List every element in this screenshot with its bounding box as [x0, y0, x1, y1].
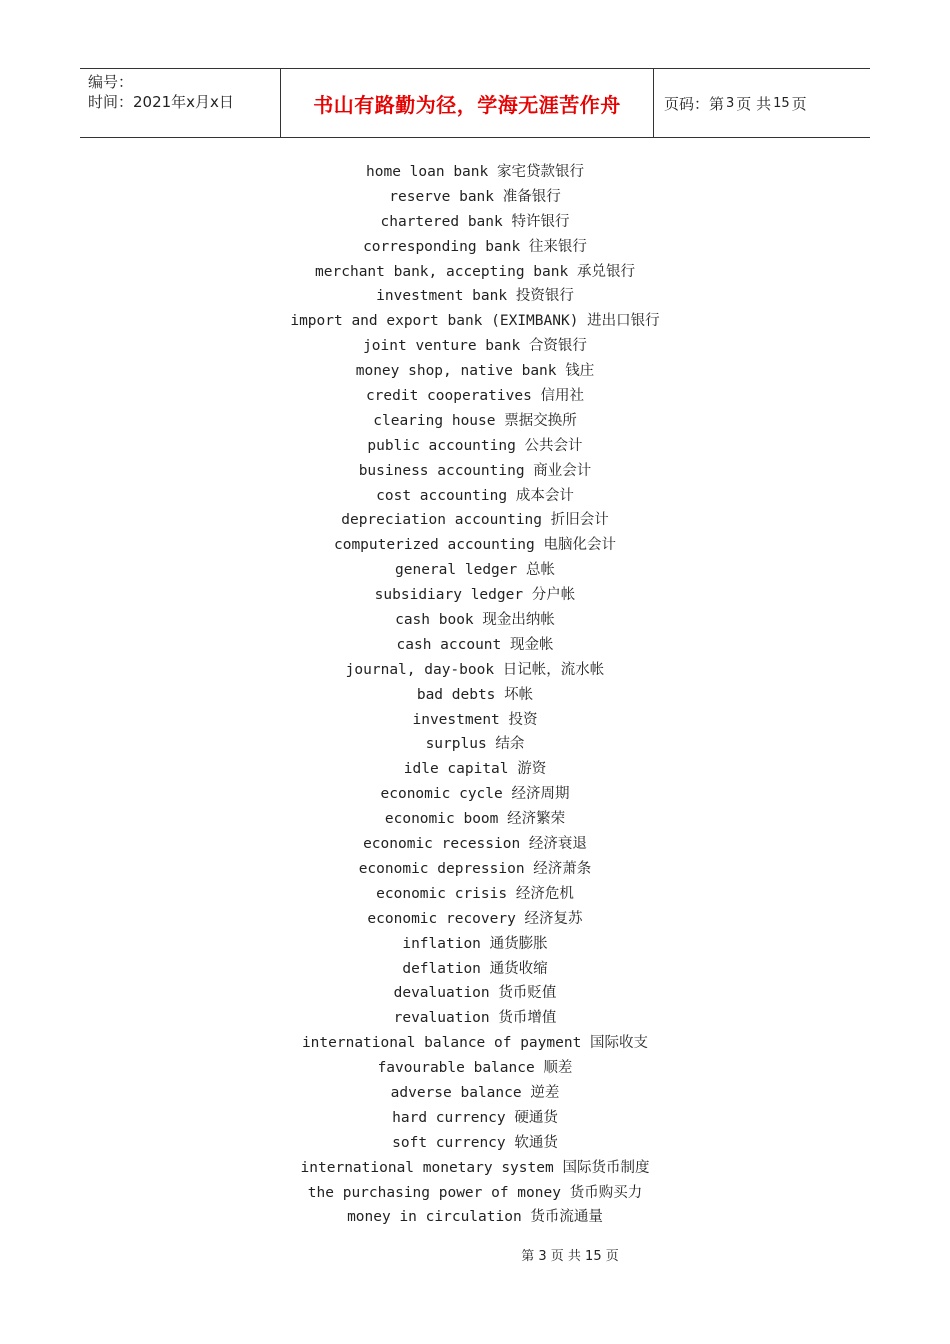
page-current: 3 — [726, 95, 735, 111]
header-page-info — [654, 69, 870, 137]
glossary-term: cash account 现金帐 — [396, 636, 554, 653]
glossary-term: economic recovery 经济复苏 — [367, 910, 583, 927]
header-motto: 书山有路勤为径，学海无涯苦作舟 — [313, 92, 621, 117]
glossary-term: soft currency 软通货 — [392, 1134, 558, 1151]
glossary-term: investment bank 投资银行 — [376, 288, 574, 305]
glossary-term: revaluation 货币增值 — [393, 1010, 557, 1027]
glossary-term: economic crisis 经济危机 — [376, 885, 574, 902]
glossary-term: devaluation 货币贬值 — [393, 985, 557, 1002]
glossary-term: money in circulation 货币流通量 — [347, 1209, 603, 1226]
glossary-term: adverse balance 逆差 — [390, 1084, 560, 1101]
glossary-term: surplus 结余 — [425, 736, 525, 753]
glossary-term: home loan bank 家宅贷款银行 — [366, 164, 584, 180]
glossary-term: cost accounting 成本会计 — [376, 487, 574, 504]
glossary-list — [0, 160, 950, 1230]
document-time-label: 时间：2021年x月x日 — [88, 93, 234, 111]
glossary-term: merchant bank, accepting bank 承兑银行 — [315, 263, 635, 280]
glossary-term: joint venture bank 合资银行 — [363, 338, 587, 355]
glossary-term: deflation 通货收缩 — [402, 960, 548, 977]
glossary-term: inflation 通货膨胀 — [402, 935, 548, 952]
glossary-term: economic depression 经济萧条 — [358, 860, 592, 877]
glossary-term: economic cycle 经济周期 — [380, 786, 570, 803]
glossary-term: favourable balance 顺差 — [377, 1060, 573, 1077]
glossary-term: credit cooperatives 信用社 — [365, 388, 585, 405]
glossary-term: business accounting 商业会计 — [358, 462, 592, 479]
page-footer: 第 3 页 共 15 页 — [521, 1249, 619, 1264]
header-motto-cell — [281, 69, 654, 137]
glossary-term: economic boom 经济繁荣 — [384, 811, 566, 828]
glossary-term: cash book 现金出纳帐 — [395, 612, 555, 629]
glossary-term: bad debts 坏帐 — [416, 686, 534, 703]
glossary-term: clearing house 票据交换所 — [373, 412, 577, 429]
glossary-term: general ledger 总帐 — [395, 562, 555, 579]
glossary-term: reserve bank 准备银行 — [389, 188, 561, 205]
glossary-term: subsidiary ledger 分户帐 — [374, 587, 576, 604]
glossary-term: international monetary system 国际货币制度 — [300, 1159, 650, 1176]
page-header — [80, 68, 870, 138]
glossary-term: depreciation accounting 折旧会计 — [341, 512, 609, 529]
glossary-term: chartered bank 特许银行 — [380, 213, 570, 230]
glossary-term: idle capital 游资 — [403, 761, 547, 778]
glossary-term: the purchasing power of money 货币购买力 — [307, 1184, 643, 1201]
glossary-term: public accounting 公共会计 — [367, 437, 583, 454]
page-label-mid: 页 共 — [736, 94, 772, 113]
page-label-prefix: 页码：第 — [664, 94, 725, 113]
glossary-term: import and export bank (EXIMBANK) 进出口银行 — [290, 313, 660, 330]
glossary-term: international balance of payment 国际收支 — [301, 1035, 649, 1052]
glossary-term: corresponding bank 往来银行 — [363, 238, 587, 255]
glossary-term: journal, day-book 日记帐，流水帐 — [345, 661, 605, 678]
header-meta — [80, 69, 281, 137]
page-total: 15 — [773, 95, 790, 111]
glossary-term: money shop, native bank 钱庄 — [355, 363, 595, 380]
glossary-term: investment 投资 — [412, 711, 538, 728]
document-number-label: 编号： — [88, 73, 134, 91]
glossary-term: hard currency 硬通货 — [392, 1109, 558, 1126]
glossary-term: computerized accounting 电脑化会计 — [333, 537, 616, 554]
page-label-suffix: 页 — [791, 94, 807, 113]
glossary-term: economic recession 经济衰退 — [363, 836, 587, 853]
